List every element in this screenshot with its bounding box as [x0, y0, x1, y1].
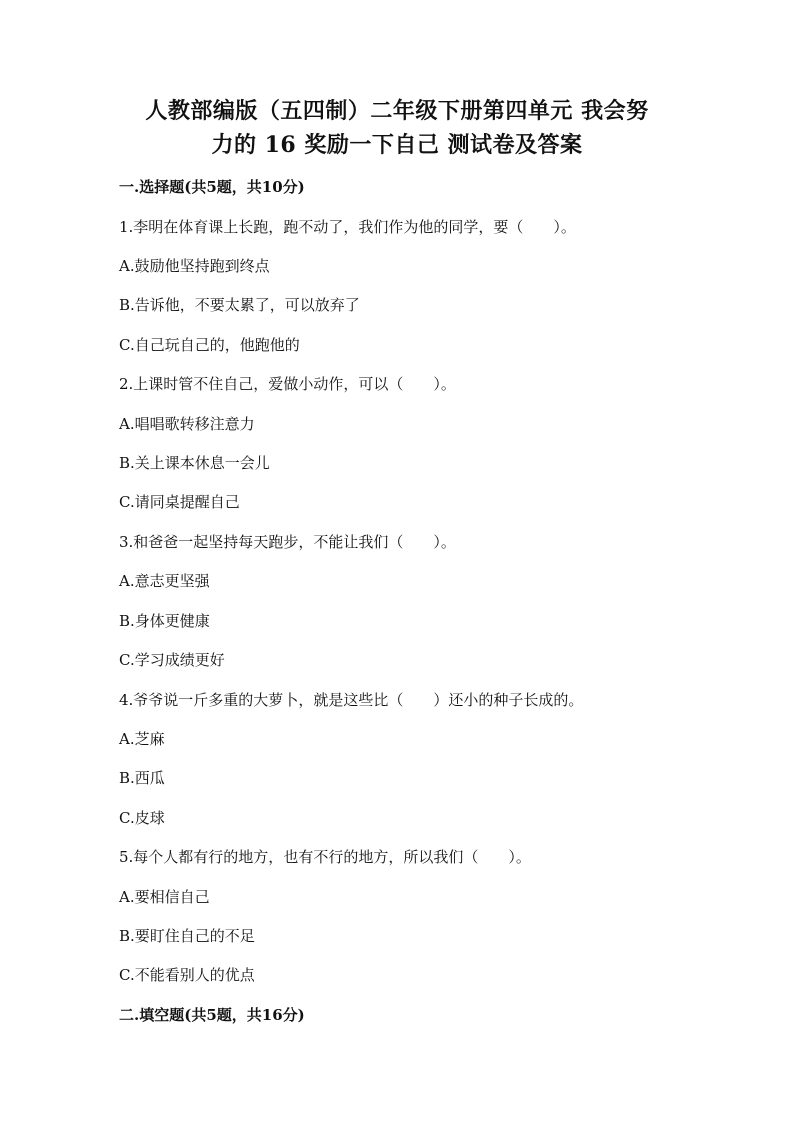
question-3-option-a: A.意志更坚强: [119, 572, 210, 590]
question-5-stem: 5.每个人都有行的地方，也有不行的地方，所以我们（ ）。: [119, 848, 531, 866]
question-1-option-b: B.告诉他，不要太累了，可以放弃了: [119, 296, 360, 314]
question-5-option-b: B.要盯住自己的不足: [119, 927, 255, 945]
document-title-line-2: 力的 16 奖励一下自己 测试卷及答案: [211, 132, 583, 158]
question-2-option-b: B.关上课本休息一会儿: [119, 454, 270, 472]
question-4-option-b: B.西瓜: [119, 769, 165, 787]
question-4-stem: 4.爷爷说一斤多重的大萝卜，就是这些比（ ）还小的种子长成的。: [119, 691, 584, 709]
question-5-option-a: A.要相信自己: [119, 888, 210, 906]
question-4-option-a: A.芝麻: [119, 730, 165, 748]
section-header-choice: 一.选择题(共5题，共10分): [119, 178, 305, 196]
question-1-option-c: C.自己玩自己的，他跑他的: [119, 336, 300, 354]
question-3-option-c: C.学习成绩更好: [119, 651, 225, 669]
section-header-fill-in: 二.填空题(共5题，共16分): [119, 1006, 305, 1024]
question-5-option-c: C.不能看别人的优点: [119, 966, 255, 984]
question-2-stem: 2.上课时管不住自己，爱做小动作，可以（ ）。: [119, 375, 456, 393]
question-4-option-c: C.皮球: [119, 809, 165, 827]
question-1-stem: 1.李明在体育课上长跑，跑不动了，我们作为他的同学，要（ ）。: [119, 218, 576, 236]
question-2-option-a: A.唱唱歌转移注意力: [119, 415, 255, 433]
question-3-option-b: B.身体更健康: [119, 612, 210, 630]
question-1-option-a: A.鼓励他坚持跑到终点: [119, 257, 270, 275]
document-title-line-1: 人教部编版（五四制）二年级下册第四单元 我会努: [145, 98, 649, 124]
question-2-option-c: C.请同桌提醒自己: [119, 493, 240, 511]
question-3-stem: 3.和爸爸一起坚持每天跑步，不能让我们（ ）。: [119, 533, 456, 551]
